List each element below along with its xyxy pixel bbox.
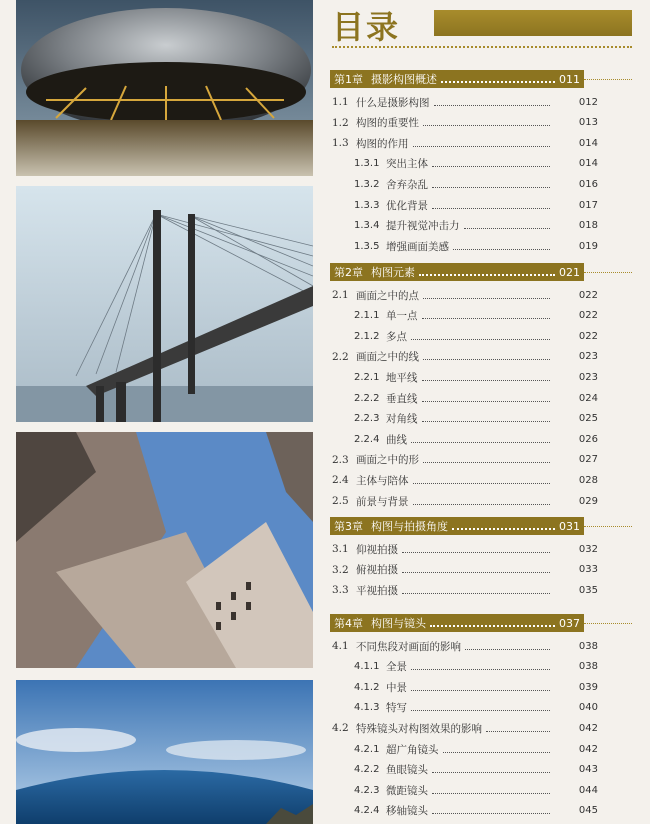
entry-page-number: 013 bbox=[578, 117, 598, 129]
entry-title: 对角线 bbox=[386, 413, 418, 426]
entry-title: 移轴镜头 bbox=[386, 805, 428, 818]
entry-number: 2.5 bbox=[332, 495, 349, 507]
entry-number: 1.3.2 bbox=[354, 178, 380, 190]
entry-number: 2.2.2 bbox=[354, 392, 380, 404]
toc-subsection-entry[interactable] bbox=[354, 174, 598, 194]
dot-leader bbox=[434, 105, 551, 106]
dot-leader bbox=[430, 625, 555, 627]
entry-page-number: 038 bbox=[578, 640, 598, 652]
entry-number: 2.1 bbox=[332, 289, 349, 301]
dot-leader bbox=[432, 208, 550, 209]
entry-page-number: 014 bbox=[578, 158, 598, 170]
toc-subsection-entry[interactable] bbox=[354, 154, 598, 174]
entry-title: 平视拍摄 bbox=[356, 584, 398, 597]
toc-subsection-entry[interactable] bbox=[354, 367, 598, 387]
entry-title: 单一点 bbox=[386, 310, 418, 323]
table-of-contents bbox=[330, 0, 632, 824]
entry-page-number: 017 bbox=[578, 199, 598, 211]
dot-leader bbox=[422, 401, 551, 402]
entry-title: 超广角镜头 bbox=[386, 743, 439, 756]
entry-page-number: 022 bbox=[578, 310, 598, 322]
toc-subsection-entry[interactable] bbox=[354, 760, 598, 780]
photo-buildings-image bbox=[16, 432, 313, 668]
chapter-heading[interactable] bbox=[330, 70, 584, 88]
entry-number: 4.1.2 bbox=[354, 681, 380, 693]
dot-leader bbox=[411, 690, 550, 691]
toc-section-entry[interactable] bbox=[332, 450, 598, 470]
entry-number: 2.2.1 bbox=[354, 371, 380, 383]
entry-page-number: 038 bbox=[578, 661, 598, 673]
entry-page-number: 035 bbox=[578, 584, 598, 596]
entry-title: 特写 bbox=[386, 702, 407, 715]
chapter-heading[interactable] bbox=[330, 517, 584, 535]
chapter-heading[interactable] bbox=[330, 263, 584, 281]
entry-page-number: 040 bbox=[578, 702, 598, 714]
entry-number: 2.3 bbox=[332, 453, 349, 466]
entry-page-number: 045 bbox=[578, 805, 598, 817]
entry-title: 突出主体 bbox=[386, 158, 428, 171]
dot-leader bbox=[432, 772, 550, 773]
chapter-page-number: 021 bbox=[559, 265, 580, 279]
entry-number: 4.2 bbox=[332, 722, 349, 735]
dot-leader bbox=[432, 813, 550, 814]
dot-leader bbox=[413, 146, 551, 147]
entry-title: 全景 bbox=[386, 661, 407, 674]
dot-leader bbox=[432, 187, 550, 188]
dot-leader bbox=[411, 710, 550, 711]
photo-bridge bbox=[16, 186, 313, 422]
dot-leader bbox=[443, 752, 551, 753]
entry-title: 主体与陪体 bbox=[356, 474, 409, 487]
chapter-title: 构图与拍摄角度 bbox=[371, 520, 448, 533]
chapter-dotted-rule bbox=[584, 623, 632, 624]
chapter-title: 构图元素 bbox=[371, 266, 415, 279]
entry-page-number: 024 bbox=[578, 392, 598, 404]
entry-title: 画面之中的点 bbox=[356, 289, 419, 302]
dot-leader bbox=[423, 298, 550, 299]
entry-number: 4.2.3 bbox=[354, 784, 380, 796]
photo-opera-house bbox=[16, 0, 313, 176]
toc-section-entry[interactable] bbox=[332, 560, 598, 580]
entry-title: 构图的作用 bbox=[356, 137, 409, 150]
toc-subsection-entry[interactable] bbox=[354, 429, 598, 449]
entry-title: 不同焦段对画面的影响 bbox=[356, 640, 461, 653]
entry-title: 前景与背景 bbox=[356, 495, 409, 508]
toc-subsection-entry[interactable] bbox=[354, 698, 598, 718]
photo-opera-house-image bbox=[16, 0, 313, 176]
entry-number: 2.2.3 bbox=[354, 413, 380, 425]
entry-number: 4.2.2 bbox=[354, 764, 380, 776]
entry-page-number: 027 bbox=[578, 454, 598, 466]
entry-page-number: 042 bbox=[578, 743, 598, 755]
photo-bridge-image bbox=[16, 186, 313, 422]
dot-leader bbox=[464, 228, 551, 229]
dot-leader bbox=[402, 552, 550, 553]
entry-page-number: 029 bbox=[578, 495, 598, 507]
entry-number: 1.3.3 bbox=[354, 199, 380, 211]
entry-page-number: 014 bbox=[578, 137, 598, 149]
toc-subsection-entry[interactable] bbox=[354, 216, 598, 236]
entry-page-number: 018 bbox=[578, 220, 598, 232]
entry-page-number: 012 bbox=[578, 96, 598, 108]
entry-title: 画面之中的线 bbox=[356, 351, 419, 364]
entry-number: 4.2.4 bbox=[354, 805, 380, 817]
toc-subsection-entry[interactable] bbox=[354, 677, 598, 697]
dot-leader bbox=[411, 339, 550, 340]
photo-sea bbox=[16, 680, 313, 824]
entry-number: 1.3.5 bbox=[354, 240, 380, 252]
toc-subsection-entry[interactable] bbox=[354, 657, 598, 677]
toc-section-entry[interactable] bbox=[332, 470, 598, 490]
chapter-number: 第1章 bbox=[334, 73, 363, 86]
chapter-page-number: 011 bbox=[559, 72, 580, 86]
dot-leader bbox=[432, 166, 550, 167]
dot-leader bbox=[422, 421, 551, 422]
chapter-number: 第3章 bbox=[334, 520, 363, 533]
entry-page-number: 022 bbox=[578, 289, 598, 301]
entry-number: 1.1 bbox=[332, 96, 349, 108]
entry-title: 中景 bbox=[386, 681, 407, 694]
chapter-number: 第2章 bbox=[334, 266, 363, 279]
dot-leader bbox=[419, 274, 555, 276]
dot-leader bbox=[413, 483, 551, 484]
dot-leader bbox=[432, 793, 550, 794]
entry-number: 3.3 bbox=[332, 584, 349, 597]
dot-leader bbox=[411, 669, 550, 670]
entry-page-number: 019 bbox=[578, 240, 598, 252]
entry-number: 3.2 bbox=[332, 563, 349, 576]
chapter-page-number: 037 bbox=[559, 616, 580, 630]
toc-section-entry[interactable] bbox=[332, 92, 598, 112]
entry-number: 2.4 bbox=[332, 474, 349, 487]
dot-leader bbox=[453, 249, 550, 250]
chapter-title: 构图与镜头 bbox=[371, 617, 426, 630]
entry-page-number: 025 bbox=[578, 413, 598, 425]
toc-title: 目录 bbox=[332, 8, 401, 46]
dot-leader bbox=[411, 442, 550, 443]
toc-subsection-entry[interactable] bbox=[354, 195, 598, 215]
entry-number: 1.3.1 bbox=[354, 158, 380, 170]
entry-title: 仰视拍摄 bbox=[356, 543, 398, 556]
entry-number: 4.1.1 bbox=[354, 661, 380, 673]
entry-page-number: 022 bbox=[578, 330, 598, 342]
toc-subsection-entry[interactable] bbox=[354, 326, 598, 346]
dot-leader bbox=[423, 359, 550, 360]
chapter-number: 第4章 bbox=[334, 617, 363, 630]
toc-section-entry[interactable] bbox=[332, 347, 598, 367]
dot-leader bbox=[402, 572, 550, 573]
entry-title: 地平线 bbox=[386, 371, 418, 384]
dot-leader bbox=[423, 125, 550, 126]
entry-page-number: 043 bbox=[578, 764, 598, 776]
photo-sea-image bbox=[16, 680, 313, 824]
entry-number: 2.2 bbox=[332, 350, 349, 363]
toc-subsection-entry[interactable] bbox=[354, 409, 598, 429]
toc-subsection-entry[interactable] bbox=[354, 739, 598, 759]
chapter-title: 摄影构图概述 bbox=[371, 73, 437, 86]
dot-leader bbox=[486, 731, 550, 732]
dot-leader bbox=[423, 462, 550, 463]
entry-title: 特殊镜头对构图效果的影响 bbox=[356, 722, 482, 735]
entry-page-number: 023 bbox=[578, 351, 598, 363]
entry-page-number: 039 bbox=[578, 681, 598, 693]
chapter-page-number: 031 bbox=[559, 519, 580, 533]
entry-page-number: 016 bbox=[578, 178, 598, 190]
dot-leader bbox=[422, 318, 551, 319]
dot-leader bbox=[452, 528, 555, 530]
entry-title: 多点 bbox=[386, 330, 407, 343]
chapter-dotted-rule bbox=[584, 272, 632, 273]
entry-page-number: 026 bbox=[578, 433, 598, 445]
entry-number: 2.1.2 bbox=[354, 330, 380, 342]
title-dotted-rule bbox=[332, 46, 632, 48]
entry-title: 鱼眼镜头 bbox=[386, 764, 428, 777]
toc-section-entry[interactable] bbox=[332, 491, 598, 511]
entry-number: 2.2.4 bbox=[354, 433, 380, 445]
entry-number: 3.1 bbox=[332, 543, 349, 555]
entry-page-number: 023 bbox=[578, 371, 598, 383]
chapter-heading[interactable] bbox=[330, 614, 584, 632]
entry-number: 4.1.3 bbox=[354, 702, 380, 714]
toc-section-entry[interactable] bbox=[332, 285, 598, 305]
toc-subsection-entry[interactable] bbox=[354, 388, 598, 408]
toc-section-entry[interactable] bbox=[332, 133, 598, 153]
entry-title: 微距镜头 bbox=[386, 784, 428, 797]
entry-number: 1.2 bbox=[332, 116, 349, 129]
dot-leader bbox=[465, 649, 550, 650]
entry-title: 什么是摄影构图 bbox=[356, 96, 430, 109]
dot-leader bbox=[402, 593, 550, 594]
toc-section-entry[interactable] bbox=[332, 113, 598, 133]
toc-section-entry[interactable] bbox=[332, 718, 598, 738]
toc-section-entry[interactable] bbox=[332, 539, 598, 559]
dot-leader bbox=[413, 504, 551, 505]
entry-title: 俯视拍摄 bbox=[356, 564, 398, 577]
toc-subsection-entry[interactable] bbox=[354, 306, 598, 326]
toc-subsection-entry[interactable] bbox=[354, 236, 598, 256]
entry-number: 1.3 bbox=[332, 137, 349, 150]
entry-title: 舍弃杂乱 bbox=[386, 178, 428, 191]
entry-page-number: 044 bbox=[578, 784, 598, 796]
entry-number: 4.1 bbox=[332, 640, 349, 652]
toc-section-entry[interactable] bbox=[332, 636, 598, 656]
entry-page-number: 028 bbox=[578, 474, 598, 486]
dot-leader bbox=[422, 380, 551, 381]
toc-subsection-entry[interactable] bbox=[354, 780, 598, 800]
entry-page-number: 033 bbox=[578, 564, 598, 576]
entry-title: 提升视觉冲击力 bbox=[386, 220, 460, 233]
title-bar-decoration bbox=[434, 10, 632, 36]
entry-number: 4.2.1 bbox=[354, 743, 380, 755]
toc-section-entry[interactable] bbox=[332, 580, 598, 600]
entry-title: 增强画面美感 bbox=[386, 240, 449, 253]
entry-number: 2.1.1 bbox=[354, 310, 380, 322]
dot-leader bbox=[441, 81, 555, 83]
photo-buildings bbox=[16, 432, 313, 668]
chapter-dotted-rule bbox=[584, 526, 632, 527]
entry-number: 1.3.4 bbox=[354, 220, 380, 232]
entry-title: 优化背景 bbox=[386, 199, 428, 212]
entry-page-number: 032 bbox=[578, 543, 598, 555]
entry-title: 构图的重要性 bbox=[356, 117, 419, 130]
entry-title: 垂直线 bbox=[386, 392, 418, 405]
chapter-dotted-rule bbox=[584, 79, 632, 80]
toc-subsection-entry[interactable] bbox=[354, 801, 598, 821]
entry-title: 曲线 bbox=[386, 433, 407, 446]
entry-page-number: 042 bbox=[578, 722, 598, 734]
entry-title: 画面之中的形 bbox=[356, 454, 419, 467]
